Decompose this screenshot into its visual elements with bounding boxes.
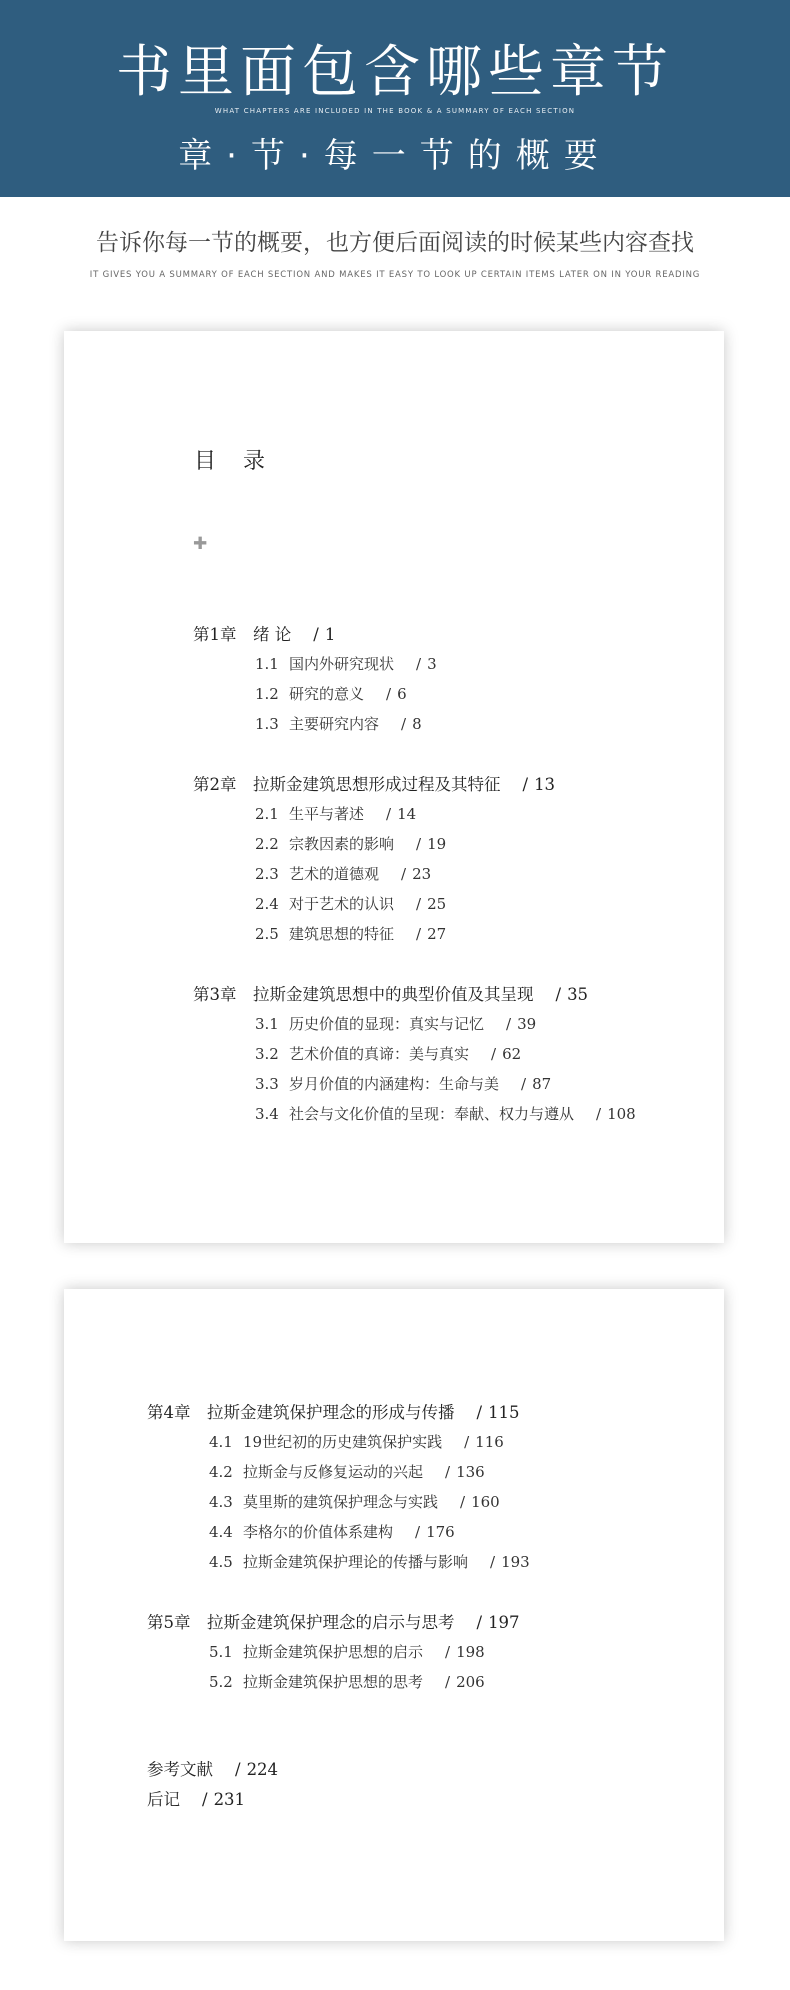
separator: / [445,1643,451,1661]
section-title: 研究的意义 [289,685,365,703]
section-row [255,1077,551,1092]
section-number: 2.1 [255,805,279,823]
chapter-title: 拉斯金建筑保护理念的形成与传播 [207,1403,455,1422]
chapter-number: 第5章 [147,1613,191,1632]
section-row [209,1495,500,1510]
separator: / [313,625,319,644]
banner-subtitle-en: WHAT CHAPTERS ARE INCLUDED IN THE BOOK & A SUMMARY OF EACH SECTION [214,107,576,115]
chapter-number: 第3章 [193,985,237,1004]
banner-title: 书里面包含哪些章节 [116,40,674,105]
page-number: 1 [324,625,336,644]
references-row [147,1762,278,1779]
afterword-row [147,1792,245,1809]
page-number: 198 [456,1643,485,1661]
section-title: 宗教因素的影响 [289,835,395,853]
section-number: 2.3 [255,865,279,883]
separator: / [416,835,422,853]
separator: / [491,1045,497,1063]
separator: / [416,655,422,673]
section-row [255,1017,536,1032]
separator: / [506,1015,512,1033]
section-number: 4.4 [209,1523,233,1541]
section-number: 1.3 [255,715,279,733]
separator: / [596,1105,602,1123]
section-title: 莫里斯的建筑保护理念与实践 [243,1493,439,1511]
section-number: 3.1 [255,1015,279,1033]
chapter-row [193,987,588,1004]
page-number: 197 [488,1613,520,1632]
page-number: 6 [397,685,407,703]
section-number: 2.5 [255,925,279,943]
section-number: 5.2 [209,1673,233,1691]
section-row [255,927,446,942]
separator: / [476,1403,483,1422]
section-title: 历史价值的显现：真实与记忆 [289,1015,485,1033]
separator: / [401,865,407,883]
separator: / [235,1760,241,1779]
toc-page-1 [64,331,724,1243]
section-title: 拉斯金建筑保护思想的启示 [243,1643,424,1661]
page-number: 39 [517,1015,537,1033]
section-number: 4.3 [209,1493,233,1511]
section-row [209,1465,485,1480]
intro-text: 告诉你每一节的概要，也方便后面阅读的时候某些内容查找 [96,230,694,256]
section-title: 建筑思想的特征 [289,925,395,943]
chapter-title: 拉斯金建筑保护理念的启示与思考 [207,1613,455,1632]
page-number: 224 [246,1760,279,1779]
page-number: 115 [488,1403,520,1422]
page-number: 35 [567,985,589,1004]
section-title: 国内外研究现状 [289,655,395,673]
section-title: 拉斯金与反修复运动的兴起 [243,1463,424,1481]
separator: / [460,1493,466,1511]
plus-icon: ✚ [193,534,208,554]
chapter-row [147,1405,520,1422]
chapter-row [193,627,335,644]
section-title: 主要研究内容 [289,715,380,733]
page-number: 27 [427,925,447,943]
intro-text-en: IT GIVES YOU A SUMMARY OF EACH SECTION AND MAKES IT EASY TO LOOK UP CERTAIN ITEMS LATER ON IN YOUR READING [89,270,701,280]
chapter-title: 绪 论 [253,625,292,644]
page-number: 14 [397,805,417,823]
section-title: 19世纪初的历史建筑保护实践 [243,1433,443,1451]
separator: / [416,925,422,943]
page-number: 193 [501,1553,530,1571]
separator: / [415,1523,421,1541]
page-number: 8 [412,715,422,733]
section-title: 对于艺术的认识 [289,895,395,913]
section-number: 3.4 [255,1105,279,1123]
chapter-row [147,1615,520,1632]
separator: / [202,1790,208,1809]
banner-subtitle: 章·节·每一节的概要 [178,136,612,176]
section-row [255,1107,636,1122]
separator: / [464,1433,470,1451]
section-row [255,837,446,852]
section-number: 4.2 [209,1463,233,1481]
page-number: 160 [471,1493,500,1511]
section-number: 4.5 [209,1553,233,1571]
section-title: 岁月价值的内涵建构：生命与美 [289,1075,500,1093]
section-title: 李格尔的价值体系建构 [243,1523,394,1541]
separator: / [522,775,529,794]
page-number: 25 [427,895,447,913]
section-row [209,1645,485,1660]
section-number: 1.2 [255,685,279,703]
separator: / [476,1613,483,1632]
page-number: 87 [532,1075,552,1093]
chapter-title: 拉斯金建筑思想形成过程及其特征 [253,775,501,794]
section-title: 生平与著述 [289,805,365,823]
section-row [209,1435,504,1450]
separator: / [416,895,422,913]
afterword-title: 后记 [147,1790,180,1809]
separator: / [555,985,562,1004]
section-number: 4.1 [209,1433,233,1451]
page-number: 176 [426,1523,455,1541]
section-title: 艺术价值的真谛：美与真实 [289,1045,470,1063]
chapter-row [193,777,555,794]
section-number: 2.4 [255,895,279,913]
section-row [209,1525,455,1540]
references-title: 参考文献 [147,1760,213,1779]
section-number: 2.2 [255,835,279,853]
section-row [255,897,446,912]
separator: / [445,1673,451,1691]
section-row [255,1047,521,1062]
chapter-number: 第1章 [193,625,237,644]
section-row [255,867,431,882]
chapter-number: 第2章 [193,775,237,794]
page-number: 231 [213,1790,246,1809]
section-title: 艺术的道德观 [289,865,380,883]
section-row [255,657,437,672]
separator: / [521,1075,527,1093]
separator: / [445,1463,451,1481]
toc-heading: 目 录 [194,449,275,474]
section-row [255,687,407,702]
section-row [209,1675,485,1690]
separator: / [386,685,392,703]
section-number: 5.1 [209,1643,233,1661]
section-title: 拉斯金建筑保护思想的思考 [243,1673,424,1691]
section-row [209,1555,530,1570]
toc-page-2 [64,1289,724,1941]
separator: / [490,1553,496,1571]
page-number: 136 [456,1463,485,1481]
page-number: 62 [502,1045,522,1063]
page-number: 13 [534,775,556,794]
section-title: 拉斯金建筑保护理论的传播与影响 [243,1553,469,1571]
separator: / [401,715,407,733]
chapter-title: 拉斯金建筑思想中的典型价值及其呈现 [253,985,534,1004]
section-number: 3.2 [255,1045,279,1063]
section-row [255,807,416,822]
section-row [255,717,422,732]
chapter-number: 第4章 [147,1403,191,1422]
page-number: 116 [475,1433,504,1451]
section-number: 3.3 [255,1075,279,1093]
separator: / [386,805,392,823]
page-number: 3 [427,655,437,673]
page-number: 206 [456,1673,485,1691]
page-number: 108 [607,1105,636,1123]
section-number: 1.1 [255,655,279,673]
section-title: 社会与文化价值的呈现：奉献、权力与遵从 [289,1105,575,1123]
header-banner [0,0,790,197]
page-number: 23 [412,865,432,883]
page-number: 19 [427,835,447,853]
